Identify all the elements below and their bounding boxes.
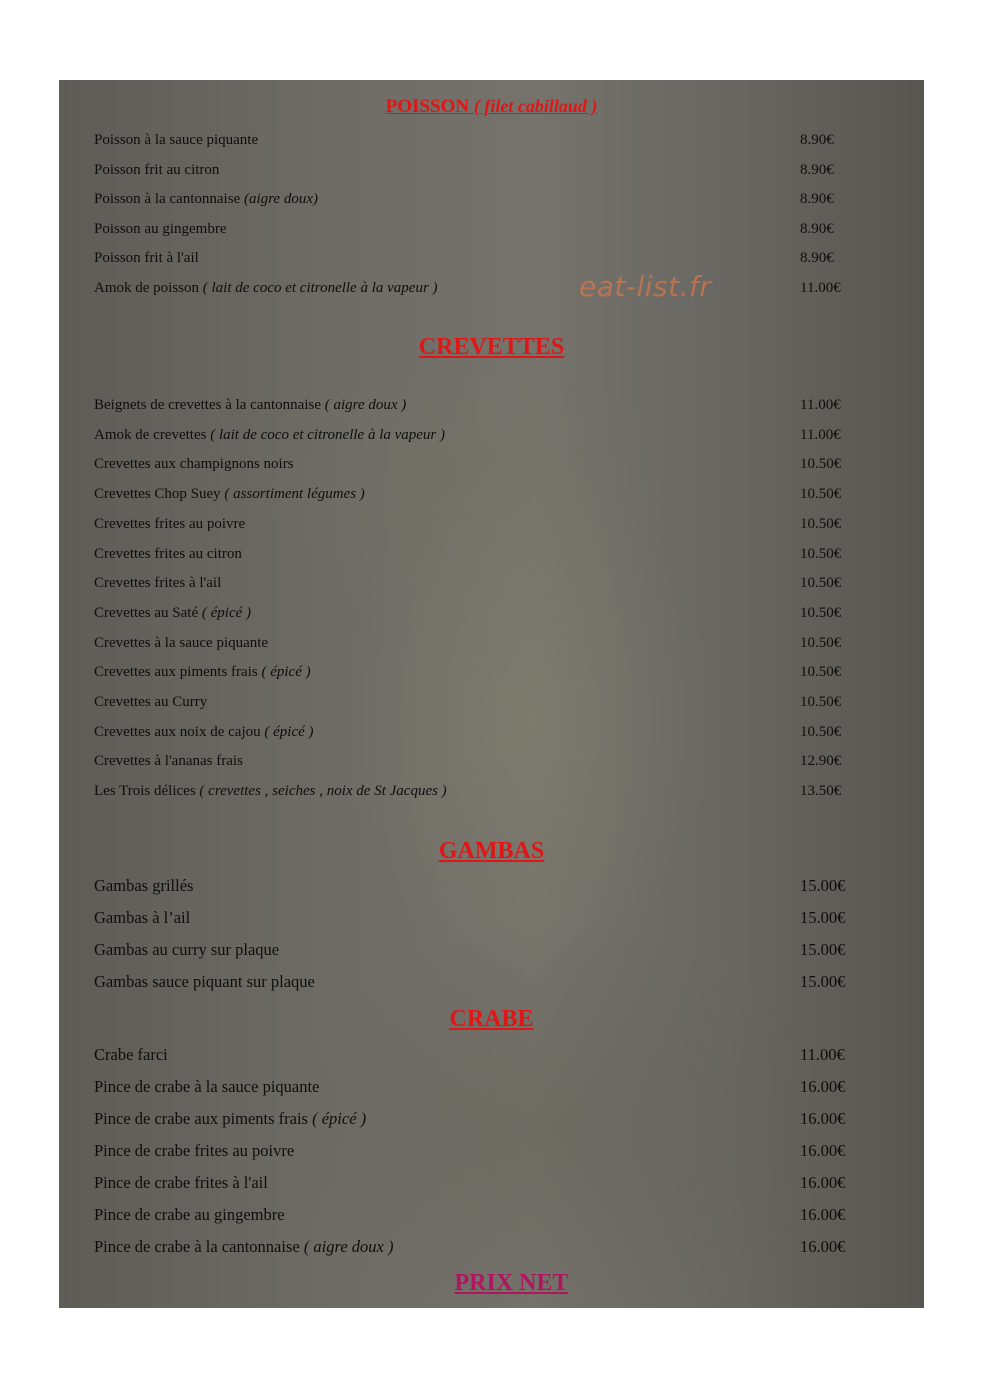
menu-item-name: Pince de crabe à la sauce piquante	[94, 1077, 320, 1096]
menu-item	[94, 190, 854, 208]
menu-item-description: ( épicé )	[312, 1109, 367, 1128]
menu-item-price: 10.50€	[800, 575, 842, 591]
menu-item-price: 10.50€	[800, 605, 842, 621]
menu-item-price: 16.00€	[800, 1173, 846, 1192]
menu-item	[94, 515, 854, 533]
menu-item-name: Crevettes au Curry	[94, 694, 208, 710]
menu-item-price: 8.90€	[800, 250, 834, 266]
menu-item-name: Crevettes frites au poivre	[94, 516, 246, 532]
menu-item-name: Pince de crabe aux piments frais	[94, 1109, 313, 1128]
menu-item-name: Crevettes Chop Suey	[94, 486, 225, 502]
menu-item	[94, 1237, 854, 1257]
menu-item-price: 8.90€	[800, 162, 834, 178]
menu-item-name: Crevettes frites à l'ail	[94, 575, 222, 591]
menu-item-name: Pince de crabe au gingembre	[94, 1205, 285, 1224]
menu-item	[94, 634, 854, 652]
menu-item-price: 16.00€	[800, 1205, 846, 1224]
menu-item	[94, 663, 854, 681]
menu-item-price: 8.90€	[800, 191, 834, 207]
menu-item	[94, 1205, 854, 1225]
poisson-heading	[59, 94, 924, 119]
menu-item-name: Crevettes à la sauce piquante	[94, 635, 269, 651]
menu-item	[94, 1077, 854, 1097]
menu-item-description: ( épicé )	[201, 605, 252, 621]
menu-item-price: 10.50€	[800, 546, 842, 562]
menu-item-description: ( assortiment légumes )	[224, 486, 365, 502]
menu-item	[94, 279, 854, 297]
menu-item-name: Crevettes à l'ananas frais	[94, 753, 243, 769]
menu-item-name: Amok de crevettes	[94, 427, 211, 443]
menu-item	[94, 1109, 854, 1129]
menu-item-name: Crevettes aux noix de cajou	[94, 724, 265, 740]
watermark: eat-list.fr	[579, 270, 712, 303]
menu-item	[94, 876, 854, 896]
menu-item-price: 8.90€	[800, 132, 834, 148]
menu-item-description: ( crevettes , seiches , noix de St Jacques )	[199, 783, 447, 799]
menu-item-name: Crevettes frites au citron	[94, 546, 242, 562]
menu-item-name: Poisson à la cantonnaise	[94, 191, 244, 207]
menu-item-name: Crevettes au Saté	[94, 605, 202, 621]
menu-item-name: Poisson à la sauce piquante	[94, 132, 259, 148]
menu-item-price: 16.00€	[800, 1141, 846, 1160]
poisson-subtitle: ( filet cabillaud )	[473, 96, 598, 116]
menu-item-price: 15.00€	[800, 972, 846, 991]
menu-item-name: Gambas grillés	[94, 876, 194, 895]
menu-item	[94, 485, 854, 503]
menu-item-description: ( épicé )	[261, 664, 311, 680]
menu-item-name: Crevettes aux piments frais	[94, 664, 262, 680]
menu-item	[94, 131, 854, 149]
menu-item-description: ( lait de coco et citronelle à la vapeur )	[210, 427, 446, 443]
crevettes-heading: CREVETTES	[418, 334, 565, 360]
menu-item-name: Poisson au gingembre	[94, 221, 227, 237]
menu-item	[94, 1045, 854, 1065]
menu-item-price: 10.50€	[800, 664, 842, 680]
menu-item-price: 10.50€	[800, 456, 842, 472]
menu-item	[94, 455, 854, 473]
menu-item	[94, 723, 854, 741]
gambas-heading: GAMBAS	[438, 838, 545, 864]
menu-item	[94, 604, 854, 622]
menu-item	[94, 1173, 854, 1193]
menu-item-price: 10.50€	[800, 516, 842, 532]
menu-page	[59, 80, 924, 1308]
menu-item-price: 10.50€	[800, 724, 842, 740]
menu-item-name: Les Trois délices	[94, 783, 200, 799]
menu-item-price: 16.00€	[800, 1237, 846, 1256]
menu-item-price: 11.00€	[800, 280, 841, 296]
menu-item	[94, 693, 854, 711]
menu-item-name: Gambas à l’ail	[94, 908, 191, 927]
menu-item-price: 10.50€	[800, 694, 842, 710]
menu-item-name: Amok de poisson	[94, 280, 203, 296]
menu-item-price: 16.00€	[800, 1077, 846, 1096]
menu-item-name: Poisson frit au citron	[94, 162, 220, 178]
menu-item	[94, 574, 854, 592]
menu-item-description: ( épicé )	[264, 724, 314, 740]
menu-item	[94, 1141, 854, 1161]
menu-item-price: 15.00€	[800, 908, 846, 927]
menu-item	[94, 908, 854, 928]
menu-item-name: Pince de crabe frites au poivre	[94, 1141, 295, 1160]
menu-item-name: Poisson frit à l'ail	[94, 250, 199, 266]
menu-item	[94, 782, 854, 800]
menu-item-price: 12.90€	[800, 753, 842, 769]
menu-item	[94, 752, 854, 770]
menu-item-description: (aigre doux)	[243, 191, 318, 207]
menu-item	[94, 396, 854, 414]
menu-item	[94, 972, 854, 992]
menu-item-description: ( aigre doux )	[303, 1237, 394, 1256]
menu-item-price: 10.50€	[800, 635, 842, 651]
menu-item-name: Pince de crabe frites à l'ail	[94, 1173, 268, 1192]
menu-item-price: 15.00€	[800, 940, 846, 959]
menu-item-price: 8.90€	[800, 221, 834, 237]
menu-item-price: 10.50€	[800, 486, 842, 502]
menu-item	[94, 249, 854, 267]
menu-item-price: 13.50€	[800, 783, 842, 799]
menu-item-name: Crevettes aux champignons noirs	[94, 456, 294, 472]
menu-item-description: ( aigre doux )	[324, 397, 407, 413]
menu-item-name: Crabe farci	[94, 1045, 168, 1064]
menu-item-name: Pince de crabe à la cantonnaise	[94, 1237, 304, 1256]
menu-item-price: 15.00€	[800, 876, 846, 895]
poisson-title: POISSON	[385, 96, 470, 117]
menu-item-name: Beignets de crevettes à la cantonnaise	[94, 397, 325, 413]
menu-item-name: Gambas au curry sur plaque	[94, 940, 280, 959]
menu-item-price: 11.00€	[800, 427, 841, 443]
menu-item-name: Gambas sauce piquant sur plaque	[94, 972, 315, 991]
menu-item-price: 16.00€	[800, 1109, 846, 1128]
menu-item	[94, 940, 854, 960]
crabe-heading: CRABE	[449, 1006, 534, 1032]
menu-item	[94, 220, 854, 238]
menu-item-description: ( lait de coco et citronelle à la vapeur )	[202, 280, 438, 296]
prix-net-note: PRIX NET	[454, 1270, 569, 1296]
menu-item	[94, 426, 854, 444]
menu-item	[94, 545, 854, 563]
menu-item	[94, 161, 854, 179]
menu-item-price: 11.00€	[800, 1045, 845, 1064]
menu-item-price: 11.00€	[800, 397, 841, 413]
